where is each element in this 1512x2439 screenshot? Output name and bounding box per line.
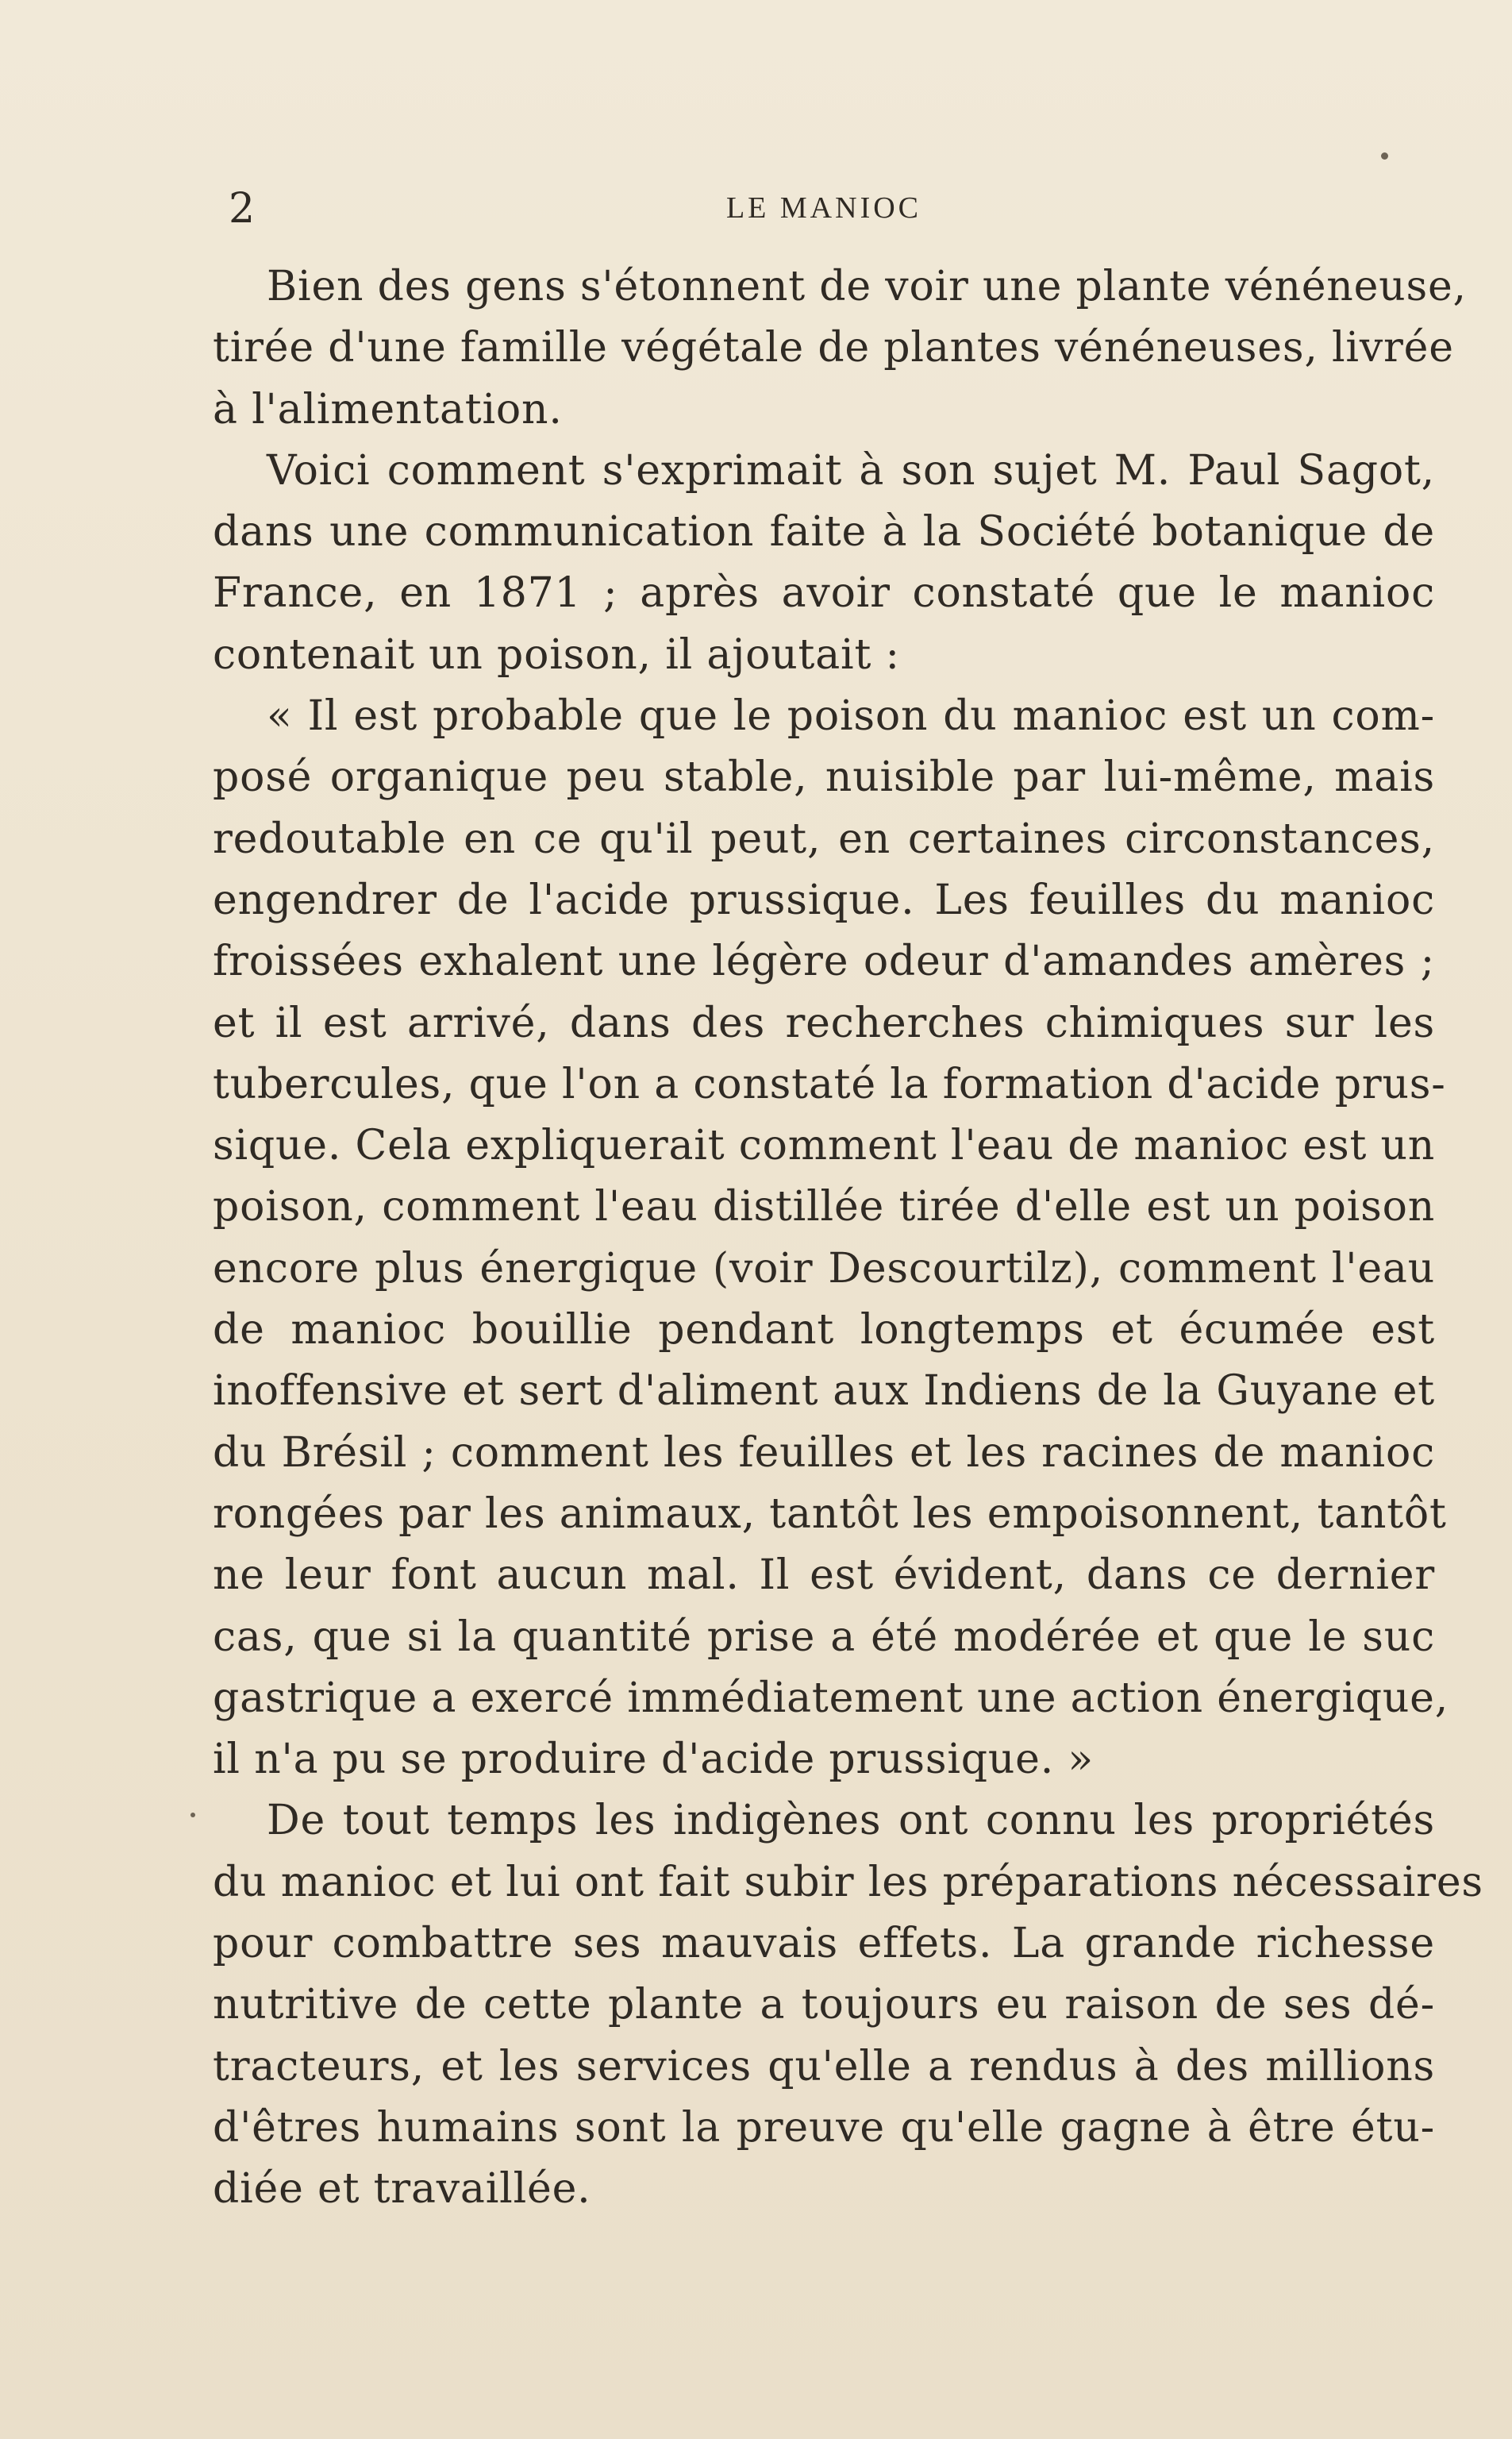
text-line: encore plus énergique (voir Descourtilz), comment l'eau <box>213 1244 1435 1293</box>
text-line: tubercules, que l'on a constaté la formation d'acide prus- <box>213 1060 1446 1108</box>
text-line: France, en 1871 ; après avoir constaté que le manioc <box>213 569 1435 618</box>
text-line: tirée d'une famille végétale de plantes vénéneuses, livrée <box>213 324 1454 372</box>
page-header <box>213 181 1435 237</box>
text-line: d'êtres humains sont la preuve qu'elle gagne à être étu- <box>213 2103 1435 2152</box>
text-line: du manioc et lui ont fait subir les préparations nécessaires <box>213 1858 1483 1906</box>
text-line: pour combattre ses mauvais effets. La grande richesse <box>213 1920 1435 1968</box>
text-line: et il est arrivé, dans des recherches chimiques sur les <box>213 999 1435 1047</box>
page-number: 2 <box>229 185 257 233</box>
text-line: Voici comment s'exprimait à son sujet M. Paul Sagot, <box>267 446 1435 495</box>
running-title: LE MANIOC <box>725 191 922 225</box>
text-line: ne leur font aucun mal. Il est évident, dans ce dernier <box>213 1551 1435 1600</box>
text-line: « Il est probable que le poison du manioc est un com- <box>267 692 1435 741</box>
text-line: Bien des gens s'étonnent de voir une plante vénéneuse, <box>267 263 1467 310</box>
text-line: redoutable en ce qu'il peut, en certaines circonstances, <box>213 815 1435 863</box>
text-line: De tout temps les indigènes ont connu les propriétés <box>267 1797 1435 1845</box>
text-line: gastrique a exercé immédiatement une action énergique, <box>213 1674 1449 1722</box>
text-line: tracteurs, et les services qu'elle a rendus à des millions <box>213 2042 1435 2090</box>
text-line: engendrer de l'acide prussique. Les feuilles du manioc <box>213 876 1435 924</box>
text-line: nutritive de cette plante a toujours eu raison de ses dé- <box>213 1981 1435 2029</box>
text-line: dans une communication faite à la Société botanique de <box>213 508 1435 557</box>
text-line: contenait un poison, il ajoutait : <box>213 630 900 679</box>
text-line: de manioc bouillie pendant longtemps et écumée est <box>213 1306 1435 1354</box>
text-line: poison, comment l'eau distillée tirée d'elle est un poison <box>213 1183 1435 1231</box>
text-line: inoffensive et sert d'aliment aux Indiens de la Guyane et <box>213 1367 1435 1416</box>
text-line: à l'alimentation. <box>213 385 563 433</box>
text-line: diée et travaillée. <box>213 2165 591 2214</box>
paper-speck <box>190 1813 195 1817</box>
paper-speck <box>1381 152 1388 160</box>
text-line: du Brésil ; comment les feuilles et les racines de manioc <box>213 1428 1435 1477</box>
body-text <box>213 256 1483 2221</box>
text-line: posé organique peu stable, nuisible par lui-même, mais <box>213 753 1435 802</box>
text-line: cas, que si la quantité prise a été modérée et que le suc <box>213 1613 1435 1661</box>
text-line: froissées exhalent une légère odeur d'amandes amères ; <box>213 938 1435 986</box>
text-line: sique. Cela expliquerait comment l'eau de manioc est un <box>213 1122 1436 1170</box>
text-line: rongées par les animaux, tantôt les empoisonnent, tantôt <box>213 1489 1447 1538</box>
text-line: il n'a pu se produire d'acide prussique. » <box>213 1736 1095 1784</box>
